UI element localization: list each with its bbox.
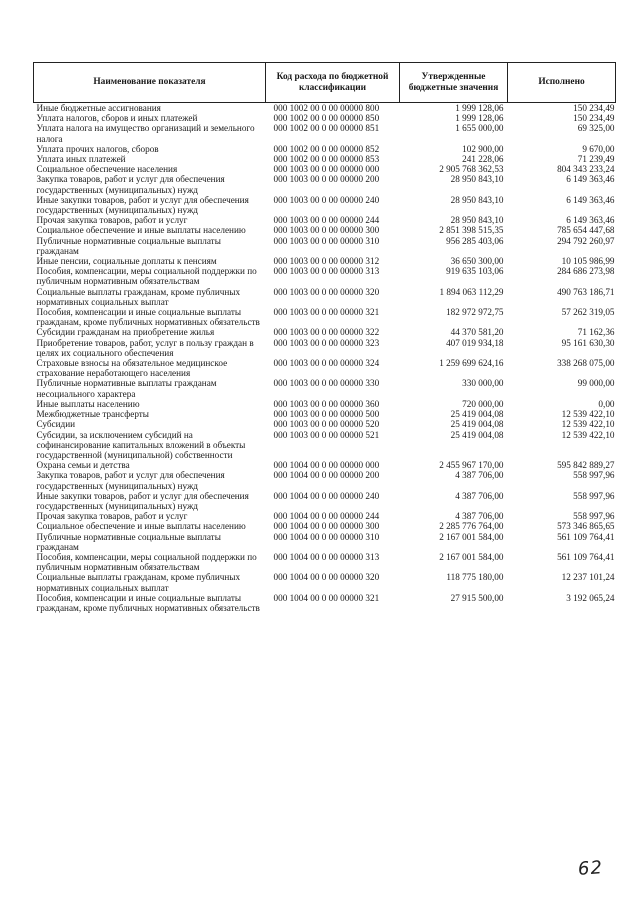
table-row [34, 307, 616, 327]
row-name-cell: Прочая закупка товаров, работ и услуг [36, 215, 188, 226]
row-approved-cell: 1 999 128,06 [455, 113, 504, 124]
row-approved-cell: 2 167 001 584,00 [439, 551, 504, 562]
row-code-cell: 000 1004 00 0 00 00000 321 [273, 592, 380, 603]
row-approved-cell: 25 419 004,08 [450, 409, 504, 420]
row-approved-cell: 36 650 300,00 [450, 256, 504, 267]
row-name-cell: Закупка товаров, работ и услуг для обеспечения государственных (муниципальных) нужд [36, 470, 225, 491]
row-executed-cell: 284 686 273,98 [557, 266, 615, 277]
row-code-cell: 000 1003 00 0 00 00000 312 [273, 256, 380, 267]
row-executed-cell: 95 161 630,30 [561, 337, 615, 348]
row-code-cell: 000 1003 00 0 00 00000 000 [273, 164, 380, 175]
row-executed-cell: 785 654 447,68 [557, 225, 615, 236]
table-row [34, 378, 616, 398]
table-row [34, 195, 616, 215]
row-approved-cell: 2 285 776 764,00 [439, 521, 504, 532]
row-code-cell: 000 1002 00 0 00 00000 853 [273, 154, 380, 165]
row-approved-cell: 102 900,00 [462, 143, 504, 154]
row-code-cell: 000 1004 00 0 00 00000 000 [273, 460, 380, 471]
table-row [34, 430, 616, 461]
row-approved-cell: 720 000,00 [462, 398, 504, 409]
row-name-cell: Уплата налога на имущество организаций и земельного налога [36, 123, 255, 144]
row-code-cell: 000 1003 00 0 00 00000 300 [273, 225, 380, 236]
table-row [34, 399, 616, 409]
row-approved-cell: 1 894 063 112,29 [439, 286, 504, 297]
row-executed-cell: 69 325,00 [577, 123, 615, 134]
row-approved-cell: 1 655 000,00 [455, 123, 504, 134]
table-header [34, 63, 616, 103]
row-code-cell: 000 1003 00 0 00 00000 323 [273, 337, 380, 348]
row-approved-cell: 4 387 706,00 [455, 470, 504, 481]
table-row [34, 236, 616, 256]
row-approved-cell: 2 851 398 515,35 [439, 225, 504, 236]
table-row [34, 154, 616, 164]
table-row [34, 225, 616, 235]
row-name-cell: Уплата прочих налогов, сборов [36, 143, 159, 154]
row-name-cell: Пособия, компенсации и иные социальные выплаты гражданам, кроме публичных нормативных обязательств [36, 592, 260, 613]
row-name-cell: Уплата налогов, сборов и иных платежей [36, 113, 198, 124]
table-row [34, 552, 616, 572]
row-name-cell: Субсидии, за исключением субсидий на софинансирование капитальных вложений в объекты государственной (муниципальной) собственности [36, 429, 246, 460]
table-row [34, 532, 616, 552]
row-executed-cell: 3 192 065,24 [566, 592, 615, 603]
row-approved-cell: 27 915 500,00 [450, 592, 504, 603]
table-row [34, 215, 616, 225]
row-approved-cell: 330 000,00 [462, 378, 504, 389]
row-code-cell: 000 1003 00 0 00 00000 200 [273, 174, 380, 185]
column-header-code: Код расхода по бюджетной классификации [266, 63, 400, 103]
table-row [34, 572, 616, 592]
row-name-cell: Пособия, компенсации, меры социальной поддержки по публичным нормативным обязательствам [36, 551, 257, 573]
row-code-cell: 000 1003 00 0 00 00000 313 [273, 266, 380, 277]
row-code-cell: 000 1003 00 0 00 00000 521 [273, 429, 380, 440]
row-approved-cell: 1 999 128,06 [455, 103, 504, 113]
row-name-cell: Иные выплаты населению [36, 398, 140, 409]
row-code-cell: 000 1002 00 0 00 00000 800 [273, 103, 380, 113]
table-row [34, 113, 616, 123]
row-executed-cell: 561 109 764,41 [557, 531, 615, 542]
row-name-cell: Иные закупки товаров, работ и услуг для обеспечения государственных (муниципальных) нужд [36, 490, 249, 511]
row-approved-cell: 44 370 581,20 [450, 327, 504, 338]
row-approved-cell: 28 950 843,10 [450, 215, 504, 226]
row-code-cell: 000 1003 00 0 00 00000 310 [273, 235, 380, 246]
row-executed-cell: 12 539 422,10 [561, 409, 615, 420]
row-executed-cell: 558 997,96 [573, 470, 615, 481]
table-row [34, 144, 616, 154]
row-name-cell: Субсидии гражданам на приобретение жилья [36, 327, 215, 338]
table-row [34, 327, 616, 337]
row-executed-cell: 12 539 422,10 [561, 429, 615, 440]
row-approved-cell: 4 387 706,00 [455, 490, 504, 501]
row-executed-cell: 561 109 764,41 [557, 551, 615, 562]
row-code-cell: 000 1003 00 0 00 00000 324 [273, 358, 380, 369]
row-executed-cell: 12 539 422,10 [561, 419, 615, 430]
row-executed-cell: 99 000,00 [577, 378, 615, 389]
row-name-cell: Приобретение товаров, работ, услуг в пользу граждан в целях их социального обеспечения [36, 337, 254, 358]
row-code-cell: 000 1002 00 0 00 00000 850 [273, 113, 380, 124]
row-name-cell: Пособия, компенсации, меры социальной поддержки по публичным нормативным обязательствам [36, 266, 257, 287]
row-approved-cell: 919 635 103,06 [446, 266, 504, 277]
row-code-cell: 000 1003 00 0 00 00000 322 [273, 327, 380, 338]
row-code-cell: 000 1002 00 0 00 00000 852 [273, 143, 380, 154]
row-executed-cell: 12 237 101,24 [561, 572, 615, 583]
table-row [34, 164, 616, 174]
row-executed-cell: 150 234,49 [573, 103, 615, 113]
row-executed-cell: 595 842 889,27 [557, 460, 615, 471]
row-approved-cell: 407 019 934,18 [446, 337, 504, 348]
row-executed-cell: 71 162,36 [577, 327, 615, 338]
row-code-cell: 000 1003 00 0 00 00000 320 [273, 286, 380, 297]
row-name-cell: Иные закупки товаров, работ и услуг для обеспечения государственных (муниципальных) нужд [36, 194, 249, 216]
row-code-cell: 000 1003 00 0 00 00000 330 [273, 378, 380, 389]
row-code-cell: 000 1003 00 0 00 00000 500 [273, 409, 380, 420]
row-executed-cell: 0,00 [598, 398, 615, 409]
table-row [34, 521, 616, 531]
row-approved-cell: 25 419 004,08 [450, 429, 504, 440]
row-code-cell: 000 1003 00 0 00 00000 240 [273, 194, 380, 205]
row-code-cell: 000 1003 00 0 00 00000 360 [273, 398, 380, 409]
row-name-cell: Социальное обеспечение и иные выплаты населению [36, 521, 246, 532]
row-code-cell: 000 1004 00 0 00 00000 200 [273, 470, 380, 481]
row-approved-cell: 2 905 768 362,53 [439, 164, 504, 175]
row-executed-cell: 338 268 075,00 [557, 358, 615, 369]
row-code-cell: 000 1002 00 0 00 00000 851 [273, 123, 380, 134]
table-row [34, 266, 616, 286]
row-name-cell: Страховые взносы на обязательное медицинское страхование неработающего населения [36, 358, 228, 379]
row-approved-cell: 1 259 699 624,16 [439, 358, 504, 369]
budget-execution-table [33, 62, 616, 613]
column-header-name: Наименование показателя [34, 63, 266, 103]
table-row [34, 470, 616, 490]
row-executed-cell: 57 262 319,05 [561, 307, 615, 318]
row-name-cell: Публичные нормативные социальные выплаты гражданам [36, 531, 221, 552]
column-header-approved: Утвержденные бюджетные значения [400, 63, 508, 103]
table-row [34, 123, 616, 143]
row-name-cell: Иные бюджетные ассигнования [36, 103, 161, 113]
row-name-cell: Прочая закупка товаров, работ и услуг [36, 511, 188, 522]
row-executed-cell: 558 997,96 [573, 490, 615, 501]
row-code-cell: 000 1004 00 0 00 00000 240 [273, 490, 380, 501]
row-approved-cell: 25 419 004,08 [450, 419, 504, 430]
row-approved-cell: 2 455 967 170,00 [439, 460, 504, 471]
row-code-cell: 000 1004 00 0 00 00000 244 [273, 511, 380, 522]
table-row [34, 491, 616, 511]
row-code-cell: 000 1004 00 0 00 00000 320 [273, 572, 380, 583]
row-executed-cell: 6 149 363,46 [566, 194, 615, 205]
row-code-cell: 000 1004 00 0 00 00000 313 [273, 551, 380, 562]
row-name-cell: Пособия, компенсации и иные социальные выплаты гражданам, кроме публичных нормативных обязательств [36, 307, 260, 328]
row-code-cell: 000 1004 00 0 00 00000 300 [273, 521, 380, 532]
row-approved-cell: 118 775 180,00 [446, 572, 504, 583]
row-name-cell: Социальные выплаты гражданам, кроме публичных нормативных социальных выплат [36, 572, 241, 593]
row-executed-cell: 150 234,49 [573, 113, 615, 124]
row-executed-cell: 573 346 865,65 [557, 521, 615, 532]
row-name-cell: Межбюджетные трансферты [36, 409, 149, 420]
row-executed-cell: 804 343 233,24 [557, 164, 615, 175]
table-row [34, 174, 616, 194]
row-name-cell: Публичные нормативные выплаты гражданам несоциального характера [36, 378, 217, 399]
handwritten-page-number: 62 [577, 857, 604, 880]
column-header-executed: Исполнено [508, 63, 616, 103]
row-executed-cell: 9 670,00 [582, 143, 615, 154]
row-name-cell: Социальное обеспечение населения [36, 164, 178, 175]
table-row [34, 287, 616, 307]
row-approved-cell: 182 972 972,75 [446, 307, 504, 318]
table-body [34, 103, 616, 614]
row-executed-cell: 71 239,49 [577, 154, 615, 165]
table-row [34, 409, 616, 419]
row-approved-cell: 2 167 001 584,00 [439, 531, 504, 542]
row-executed-cell: 6 149 363,46 [566, 174, 615, 185]
row-executed-cell: 490 763 186,71 [557, 286, 615, 297]
row-approved-cell: 241 228,06 [462, 154, 504, 165]
row-code-cell: 000 1004 00 0 00 00000 310 [273, 531, 380, 542]
row-executed-cell: 294 792 260,97 [557, 235, 615, 246]
row-name-cell: Уплата иных платежей [36, 154, 126, 165]
row-approved-cell: 4 387 706,00 [455, 511, 504, 522]
row-approved-cell: 956 285 403,06 [446, 235, 504, 246]
row-executed-cell: 10 105 986,99 [561, 256, 615, 267]
row-code-cell: 000 1003 00 0 00 00000 520 [273, 419, 380, 430]
table-row [34, 593, 616, 613]
table-row [34, 338, 616, 358]
table-row [34, 256, 616, 266]
row-approved-cell: 28 950 843,10 [450, 174, 504, 185]
row-name-cell: Публичные нормативные социальные выплаты гражданам [36, 235, 221, 256]
table-row [34, 460, 616, 470]
table-row [34, 103, 616, 114]
table-row [34, 358, 616, 378]
row-name-cell: Социальное обеспечение и иные выплаты населению [36, 225, 246, 236]
row-approved-cell: 28 950 843,10 [450, 194, 504, 205]
row-name-cell: Закупка товаров, работ и услуг для обеспечения государственных (муниципальных) нужд [36, 174, 225, 195]
table-row [34, 419, 616, 429]
row-name-cell: Социальные выплаты гражданам, кроме публичных нормативных социальных выплат [36, 286, 241, 307]
row-code-cell: 000 1003 00 0 00 00000 321 [273, 307, 380, 318]
row-name-cell: Субсидии [36, 419, 76, 430]
row-name-cell: Охрана семьи и детства [36, 460, 130, 471]
row-name-cell: Иные пенсии, социальные доплаты к пенсиям [36, 256, 217, 267]
table-row [34, 511, 616, 521]
row-executed-cell: 6 149 363,46 [566, 215, 615, 226]
row-code-cell: 000 1003 00 0 00 00000 244 [273, 215, 380, 226]
row-executed-cell: 558 997,96 [573, 511, 615, 522]
